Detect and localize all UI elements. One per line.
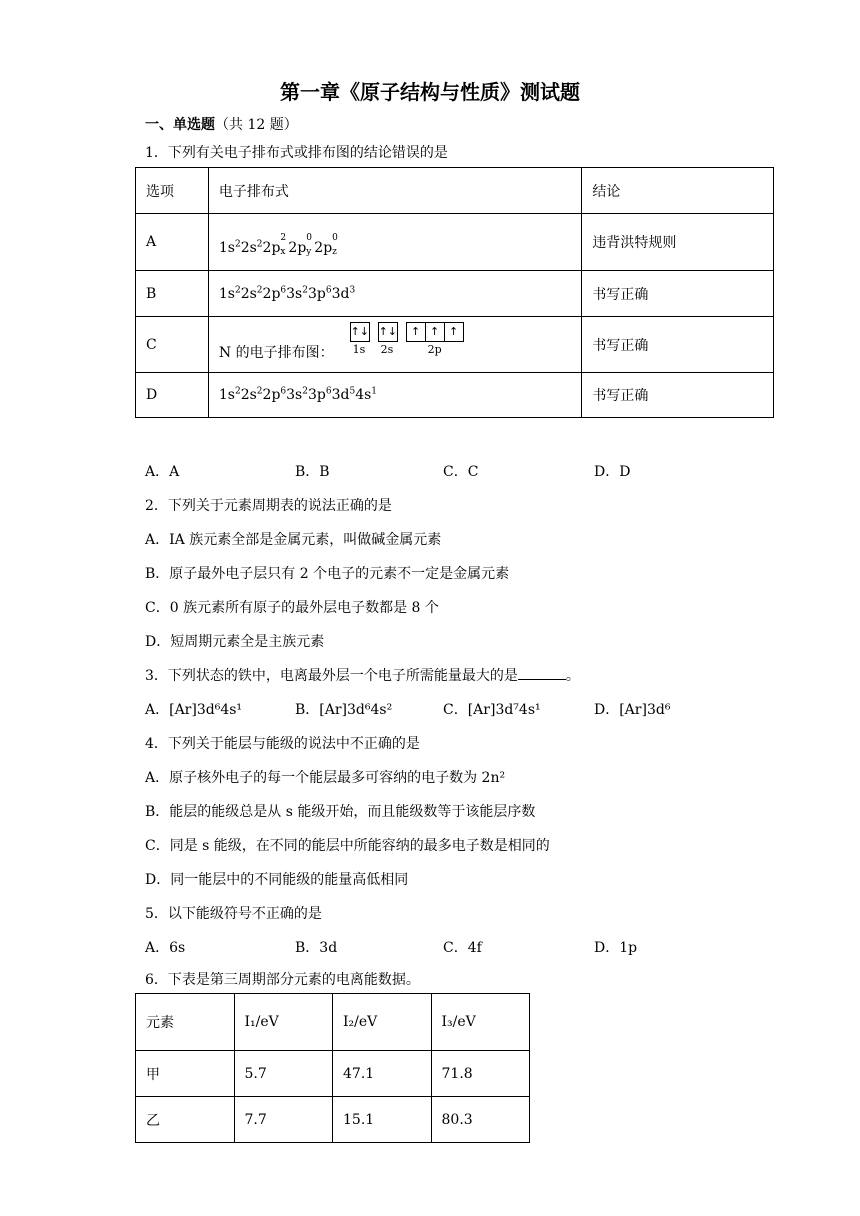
option-c: C．4f (443, 940, 482, 956)
ionization-energy-table (135, 993, 530, 1143)
orbital-label: 1s (352, 342, 366, 356)
question-3-options (145, 699, 765, 719)
option-b: B．3d (295, 940, 338, 956)
option-d: D．1p (594, 940, 638, 956)
orbital-box-1s: ↑↓ (350, 322, 370, 342)
section-count: （共 12 题） (215, 117, 298, 133)
question-1-options (145, 461, 765, 481)
page-title: 第一章《原子结构与性质》测试题 (280, 80, 580, 104)
option-b: B．B (295, 464, 330, 480)
header-cell: I₃/eV (431, 994, 530, 1051)
option-cell: D (136, 373, 209, 418)
conclusion-cell: 违背洪特规则 (582, 214, 774, 271)
table-row (136, 214, 774, 271)
formula-cell: $1s^22s^22p$ 2 x 2p 0 y 2p 0 z (208, 214, 582, 271)
table-cell: 47.1 (333, 1051, 432, 1097)
conclusion-cell: 书写正确 (582, 271, 774, 317)
conclusion-cell: 书写正确 (582, 373, 774, 418)
header-cell: 电子排布式 (208, 168, 582, 214)
option-cell: B (136, 271, 209, 317)
header-cell: I₁/eV (234, 994, 333, 1051)
table-row (136, 271, 774, 317)
question-1-table (135, 167, 774, 418)
orbital-diagram (350, 322, 460, 356)
orbital-box-2p-1: ↑ (406, 322, 426, 342)
orbital-label: 2s (380, 342, 394, 356)
table-cell: 甲 (136, 1051, 235, 1097)
formula-cell: $1s^22s^22p^63s^23p^63d^54s^1$ (208, 373, 582, 418)
header-cell: 结论 (582, 168, 774, 214)
option-a: A．[Ar]3d⁶4s¹ (145, 702, 243, 718)
option-d: D．短周期元素全是主族元素 (145, 634, 325, 650)
table-row (136, 1051, 530, 1097)
orbital-box-2p-2: ↑ (425, 322, 445, 342)
answer-blank (518, 667, 566, 680)
table-row (136, 317, 774, 373)
question-6-stem: 6．下表是第三周期部分元素的电离能数据。 (145, 972, 420, 988)
option-b: B．[Ar]3d⁶4s² (295, 702, 393, 718)
orbital-diagram-label: N 的电子排布图： (218, 344, 334, 361)
table-cell: 71.8 (431, 1051, 530, 1097)
question-5-options (145, 937, 765, 957)
table-cell: 15.1 (333, 1097, 432, 1143)
option-a: A．IA 族元素全部是金属元素，叫做碱金属元素 (145, 532, 442, 548)
orbital-label: 2p (427, 342, 442, 356)
option-c: C．[Ar]3d⁷4s¹ (443, 702, 541, 718)
option-d: D．D (594, 464, 631, 480)
question-1-stem: 1．下列有关电子排布式或排布图的结论错误的是 (145, 145, 448, 161)
option-a: A．原子核外电子的每一个能层最多可容纳的电子数为 2n² (145, 770, 506, 786)
option-a: A．6s (145, 940, 186, 956)
table-cell: 7.7 (234, 1097, 333, 1143)
conclusion-cell: 书写正确 (582, 317, 774, 373)
option-b: B．能层的能级总是从 s 能级开始，而且能级数等于该能层序数 (145, 804, 536, 820)
question-5-stem: 5．以下能级符号不正确的是 (145, 906, 322, 922)
table-cell: 5.7 (234, 1051, 333, 1097)
orbital-box-2p-3: ↑ (444, 322, 464, 342)
table-header-row (136, 994, 530, 1051)
header-cell: I₂/eV (333, 994, 432, 1051)
section-heading: 一、单选题（共 12 题） (145, 117, 298, 133)
question-3-stem: 3．下列状态的铁中，电离最外层一个电子所需能量最大的是 。 (145, 668, 580, 684)
table-row (136, 1097, 530, 1143)
option-d: D．[Ar]3d⁶ (594, 702, 671, 718)
option-b: B．原子最外电子层只有 2 个电子的元素不一定是金属元素 (145, 566, 510, 582)
question-4-stem: 4．下列关于能层与能级的说法中不正确的是 (145, 736, 420, 752)
option-c: C．0 族元素所有原子的最外层电子数都是 8 个 (145, 600, 439, 616)
question-2-stem: 2．下列关于元素周期表的说法正确的是 (145, 498, 392, 514)
option-d: D．同一能层中的不同能级的能量高低相同 (145, 872, 409, 888)
option-c: C．同是 s 能级，在不同的能层中所能容纳的最多电子数是相同的 (145, 838, 550, 854)
formula-cell (208, 317, 582, 373)
header-cell: 选项 (136, 168, 209, 214)
formula-cell: $1s^22s^22p^63s^23p^63d^3$ (208, 271, 582, 317)
option-cell: C (136, 317, 209, 373)
option-c: C．C (443, 464, 479, 480)
table-cell: 乙 (136, 1097, 235, 1143)
header-cell: 元素 (136, 994, 235, 1051)
option-cell: A (136, 214, 209, 271)
table-row (136, 373, 774, 418)
option-a: A．A (145, 464, 180, 480)
table-cell: 80.3 (431, 1097, 530, 1143)
orbital-box-2s: ↑↓ (378, 322, 398, 342)
table-header-row (136, 168, 774, 214)
